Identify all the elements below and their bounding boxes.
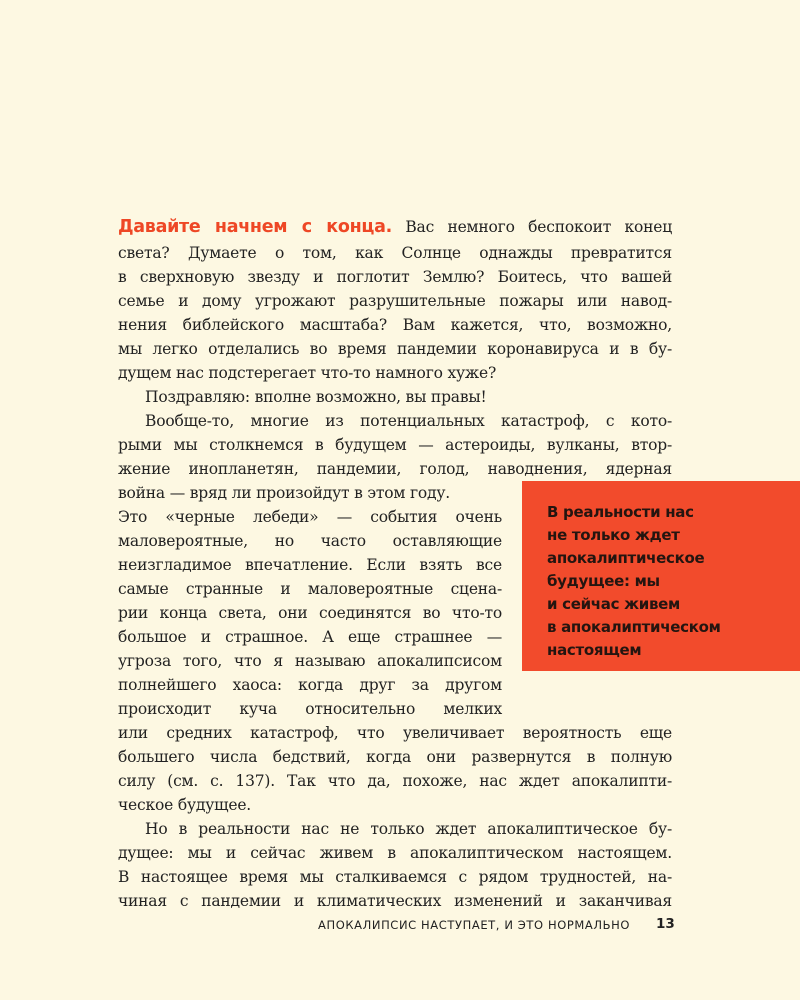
pull-quote-line: будущее: мы: [547, 572, 660, 590]
text-line: силу (см. с. 137). Так что да, похоже, нас ждет апокалипти-: [118, 772, 672, 790]
text-line: Вообще-то, многие из потенциальных катастроф, с кото-: [145, 412, 672, 430]
pull-quote-line: В реальности нас: [547, 503, 694, 521]
pull-quote-line: и сейчас живем: [547, 595, 681, 613]
text-line: нения библейского масштаба? Вам кажется, что, возможно,: [118, 316, 672, 334]
text-line: Давайте начнем с конца. Вас немного беспокоит конец: [118, 217, 673, 237]
text-line: Это «черные лебеди» — события очень: [118, 508, 502, 526]
text-line: или средних катастроф, что увеличивает вероятность еще: [118, 724, 672, 742]
text-line: маловероятные, но часто оставляющие: [118, 532, 502, 550]
text-line: полнейшего хаоса: когда друг за другом: [118, 676, 502, 694]
text-line: война — вряд ли произойдут в этом году.: [118, 484, 450, 502]
text-line: дущее: мы и сейчас живем в апокалиптическом настоящем.: [118, 844, 672, 862]
text-line: жение инопланетян, пандемии, голод, наводнения, ядерная: [118, 460, 672, 478]
text-line: Поздравляю: вполне возможно, вы правы!: [145, 388, 487, 406]
text-line: света? Думаете о том, как Солнце однажды превратится: [118, 244, 672, 262]
pull-quote-line: настоящем: [547, 641, 642, 659]
lead-heading: Давайте начнем с конца.: [118, 217, 392, 237]
text-line: ческое будущее.: [118, 796, 252, 814]
text-line: Но в реальности нас не только ждет апокалиптическое бу-: [145, 820, 672, 838]
text-line: В настоящее время мы сталкиваемся с рядом трудностей, на-: [118, 868, 672, 886]
pull-quote: [522, 481, 800, 671]
text-line: в сверхновую звезду и поглотит Землю? Боитесь, что вашей: [118, 268, 672, 286]
text-line: рии конца света, они соединятся во что-то: [118, 604, 502, 622]
text-line: семье и дому угрожают разрушительные пожары или навод-: [118, 292, 672, 310]
text-line: угроза того, что я называю апокалипсисом: [118, 652, 502, 670]
pull-quote-line: не только ждет: [547, 526, 680, 544]
text-line: мы легко отделались во время пандемии коронавируса и в бу-: [118, 340, 672, 358]
text-line: самые странные и маловероятные сцена-: [118, 580, 502, 598]
text-line: неизгладимое впечатление. Если взять все: [118, 556, 502, 574]
text-line: рыми мы столкнемся в будущем — астероиды, вулканы, втор-: [118, 436, 672, 454]
text-line: большое и страшное. А еще страшнее —: [118, 628, 502, 646]
page-number: 13: [656, 916, 675, 932]
text-line: дущем нас подстерегает что-то намного хуже?: [118, 364, 497, 382]
text-line: большего числа бедствий, когда они развернутся в полную: [118, 748, 672, 766]
text-line: происходит куча относительно мелких: [118, 700, 502, 718]
text-line: чиная с пандемии и климатических изменений и заканчивая: [118, 892, 672, 910]
pull-quote-line: апокалиптическое: [547, 549, 705, 567]
running-footer-title: АПОКАЛИПСИС НАСТУПАЕТ, И ЭТО НОРМАЛЬНО: [318, 918, 630, 932]
pull-quote-line: в апокалиптическом: [547, 618, 721, 636]
